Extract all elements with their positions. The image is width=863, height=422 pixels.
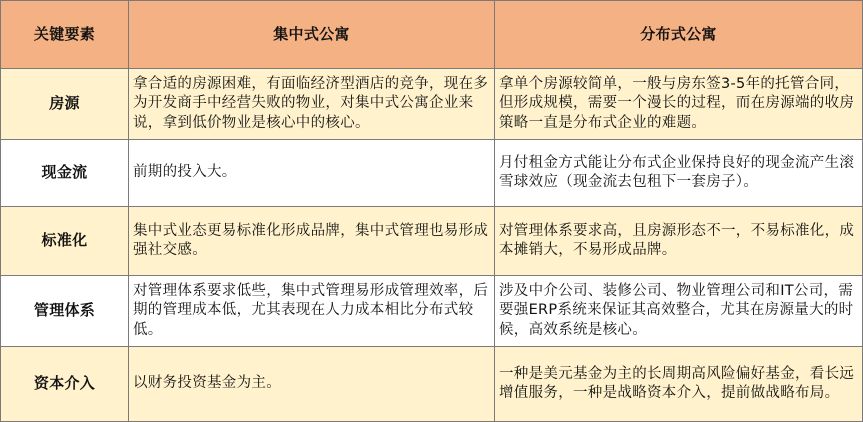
centralized-cell: 集中式业态更易标准化形成品牌，集中式管理也易形成强社交感。: [129, 207, 495, 276]
table-row-standardization: [1, 207, 863, 276]
row-key: 资本介入: [1, 347, 129, 422]
header-distributed-apartment: 分布式公寓: [495, 1, 863, 69]
row-key: 管理体系: [1, 276, 129, 347]
row-key: 房源: [1, 69, 129, 140]
distributed-cell: 对管理体系要求高，且房源形态不一，不易标准化，成本摊销大，不易形成品牌。: [495, 207, 863, 276]
centralized-cell: 拿合适的房源困难，有面临经济型酒店的竞争，现在多为开发商手中经营失败的物业，对集中式公寓企业来说，拿到低价物业是核心中的核心。: [129, 69, 495, 140]
centralized-cell: 以财务投资基金为主。: [129, 347, 495, 422]
distributed-cell: 拿单个房源较简单，一般与房东签3-5年的托管合同，但形成规模，需要一个漫长的过程，而在房源端的收房策略一直是分布式企业的难题。: [495, 69, 863, 140]
distributed-cell: 涉及中介公司、装修公司、物业管理公司和IT公司，需要强ERP系统来保证其高效整合，尤其在房源量大的时候，高效系统是核心。: [495, 276, 863, 347]
row-key: 标准化: [1, 207, 129, 276]
distributed-cell: 一种是美元基金为主的长周期高风险偏好基金，看长远增值服务，一种是战略资本介入，提前做战略布局。: [495, 347, 863, 422]
table-header-row: [1, 1, 863, 69]
table-row-capital-involvement: [1, 347, 863, 422]
table-row-management-system: [1, 276, 863, 347]
centralized-cell: 前期的投入大。: [129, 140, 495, 207]
row-key: 现金流: [1, 140, 129, 207]
header-key-factors: 关键要素: [1, 1, 129, 69]
centralized-cell: 对管理体系要求低些，集中式管理易形成管理效率，后期的管理成本低，尤其表现在人力成本相比分布式较低。: [129, 276, 495, 347]
header-centralized-apartment: 集中式公寓: [129, 1, 495, 69]
table-row-housing-source: [1, 69, 863, 140]
table-row-cash-flow: [1, 140, 863, 207]
distributed-cell: 月付租金方式能让分布式企业保持良好的现金流产生滚雪球效应（现金流去包租下一套房子）。: [495, 140, 863, 207]
